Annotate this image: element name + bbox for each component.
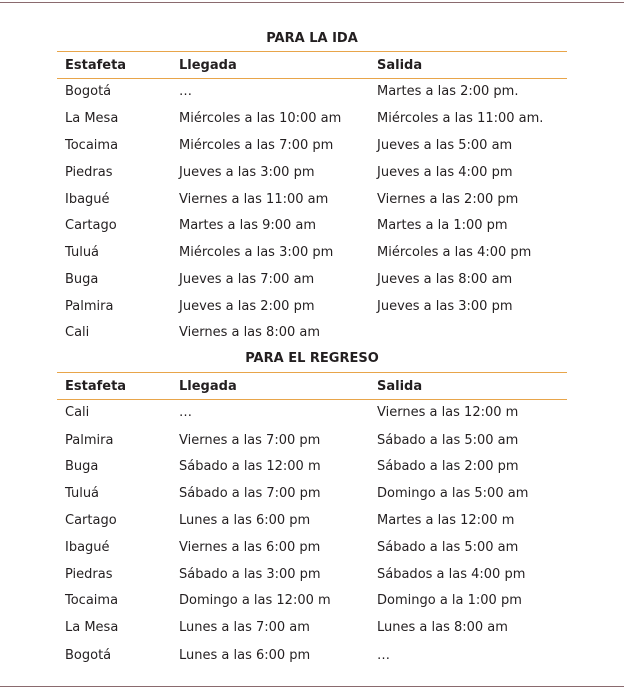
header-salida: Salida: [377, 379, 423, 394]
table-row: [57, 433, 567, 449]
cell-estafeta: Cali: [65, 325, 90, 340]
cell-llegada: Viernes a las 7:00 pm: [179, 433, 321, 448]
cell-estafeta: Tocaima: [65, 593, 119, 608]
cell-llegada: Miércoles a las 3:00 pm: [179, 245, 334, 260]
cell-salida: Martes a las 12:00 m: [377, 513, 515, 528]
header-salida: Salida: [377, 58, 423, 73]
cell-salida: Martes a la 1:00 pm: [377, 218, 508, 233]
table-row: [57, 111, 567, 127]
table-row: [57, 272, 567, 288]
rule-regreso-header: [57, 399, 567, 400]
table-row: [57, 567, 567, 583]
cell-estafeta: Bogotá: [65, 648, 112, 663]
header-row-ida: [57, 58, 567, 74]
cell-llegada: Martes a las 9:00 am: [179, 218, 317, 233]
cell-llegada: Sábado a las 12:00 m: [179, 459, 321, 474]
cell-llegada: …: [179, 405, 192, 420]
cell-salida: Viernes a las 2:00 pm: [377, 192, 519, 207]
table-row: [57, 593, 567, 609]
cell-estafeta: Tuluá: [65, 245, 100, 260]
cell-salida: Jueves a las 5:00 am: [377, 138, 513, 153]
cell-estafeta: Cartago: [65, 218, 117, 233]
cell-estafeta: Piedras: [65, 567, 113, 582]
cell-llegada: Jueves a las 2:00 pm: [179, 299, 315, 314]
table-row: [57, 620, 567, 636]
cell-llegada: Jueves a las 3:00 pm: [179, 165, 315, 180]
table-row: [57, 648, 567, 664]
cell-estafeta: Buga: [65, 272, 99, 287]
cell-estafeta: La Mesa: [65, 111, 119, 126]
table-row: [57, 513, 567, 529]
top-border: [0, 2, 624, 3]
cell-salida: Jueves a las 8:00 am: [377, 272, 513, 287]
cell-llegada: Miércoles a las 10:00 am: [179, 111, 342, 126]
cell-salida: Sábado a las 5:00 am: [377, 540, 519, 555]
cell-llegada: Lunes a las 7:00 am: [179, 620, 310, 635]
header-llegada: Llegada: [179, 379, 237, 394]
cell-llegada: Miércoles a las 7:00 pm: [179, 138, 334, 153]
cell-estafeta: Palmira: [65, 299, 114, 314]
cell-salida: Jueves a las 4:00 pm: [377, 165, 513, 180]
table-row: [57, 299, 567, 315]
cell-estafeta: Bogotá: [65, 84, 112, 99]
cell-salida: Sábado a las 5:00 am: [377, 433, 519, 448]
cell-llegada: Sábado a las 7:00 pm: [179, 486, 321, 501]
cell-llegada: Lunes a las 6:00 pm: [179, 648, 311, 663]
rule-ida-header: [57, 78, 567, 79]
cell-llegada: Domingo a las 12:00 m: [179, 593, 331, 608]
rule-regreso-top: [57, 372, 567, 373]
table-row: [57, 165, 567, 181]
cell-llegada: Sábado a las 3:00 pm: [179, 567, 321, 582]
table-row: [57, 325, 567, 341]
cell-salida: Sábado a las 2:00 pm: [377, 459, 519, 474]
table-row: [57, 459, 567, 475]
cell-llegada: Jueves a las 7:00 am: [179, 272, 315, 287]
header-estafeta: Estafeta: [65, 379, 127, 394]
section-title-regreso: PARA EL REGRESO: [245, 351, 379, 366]
cell-llegada: …: [179, 84, 192, 99]
table-row: [57, 486, 567, 502]
table-row: [57, 138, 567, 154]
cell-estafeta: Cali: [65, 405, 90, 420]
cell-estafeta: Ibagué: [65, 192, 110, 207]
cell-salida: …: [377, 648, 390, 663]
header-estafeta: Estafeta: [65, 58, 127, 73]
header-llegada: Llegada: [179, 58, 237, 73]
cell-salida: Domingo a las 5:00 am: [377, 486, 529, 501]
cell-estafeta: La Mesa: [65, 620, 119, 635]
cell-llegada: Viernes a las 8:00 am: [179, 325, 321, 340]
cell-llegada: Viernes a las 11:00 am: [179, 192, 329, 207]
cell-salida: Sábados a las 4:00 pm: [377, 567, 526, 582]
cell-estafeta: Ibagué: [65, 540, 110, 555]
cell-estafeta: Tocaima: [65, 138, 119, 153]
bottom-border: [0, 686, 624, 687]
cell-llegada: Viernes a las 6:00 pm: [179, 540, 321, 555]
cell-salida: Jueves a las 3:00 pm: [377, 299, 513, 314]
table-row: [57, 405, 567, 421]
cell-salida: Domingo a la 1:00 pm: [377, 593, 522, 608]
cell-salida: Miércoles a las 4:00 pm: [377, 245, 532, 260]
cell-estafeta: Cartago: [65, 513, 117, 528]
table-row: [57, 218, 567, 234]
cell-salida: Miércoles a las 11:00 am.: [377, 111, 544, 126]
rule-ida-top: [57, 51, 567, 52]
table-row: [57, 245, 567, 261]
section-title-ida: PARA LA IDA: [266, 31, 358, 46]
cell-estafeta: Piedras: [65, 165, 113, 180]
table-row: [57, 84, 567, 100]
cell-salida: Viernes a las 12:00 m: [377, 405, 519, 420]
cell-estafeta: Buga: [65, 459, 99, 474]
header-row-regreso: [57, 379, 567, 395]
cell-llegada: Lunes a las 6:00 pm: [179, 513, 311, 528]
table-row: [57, 192, 567, 208]
cell-estafeta: Palmira: [65, 433, 114, 448]
cell-salida: Martes a las 2:00 pm.: [377, 84, 519, 99]
table-row: [57, 540, 567, 556]
cell-estafeta: Tuluá: [65, 486, 100, 501]
cell-salida: Lunes a las 8:00 am: [377, 620, 508, 635]
